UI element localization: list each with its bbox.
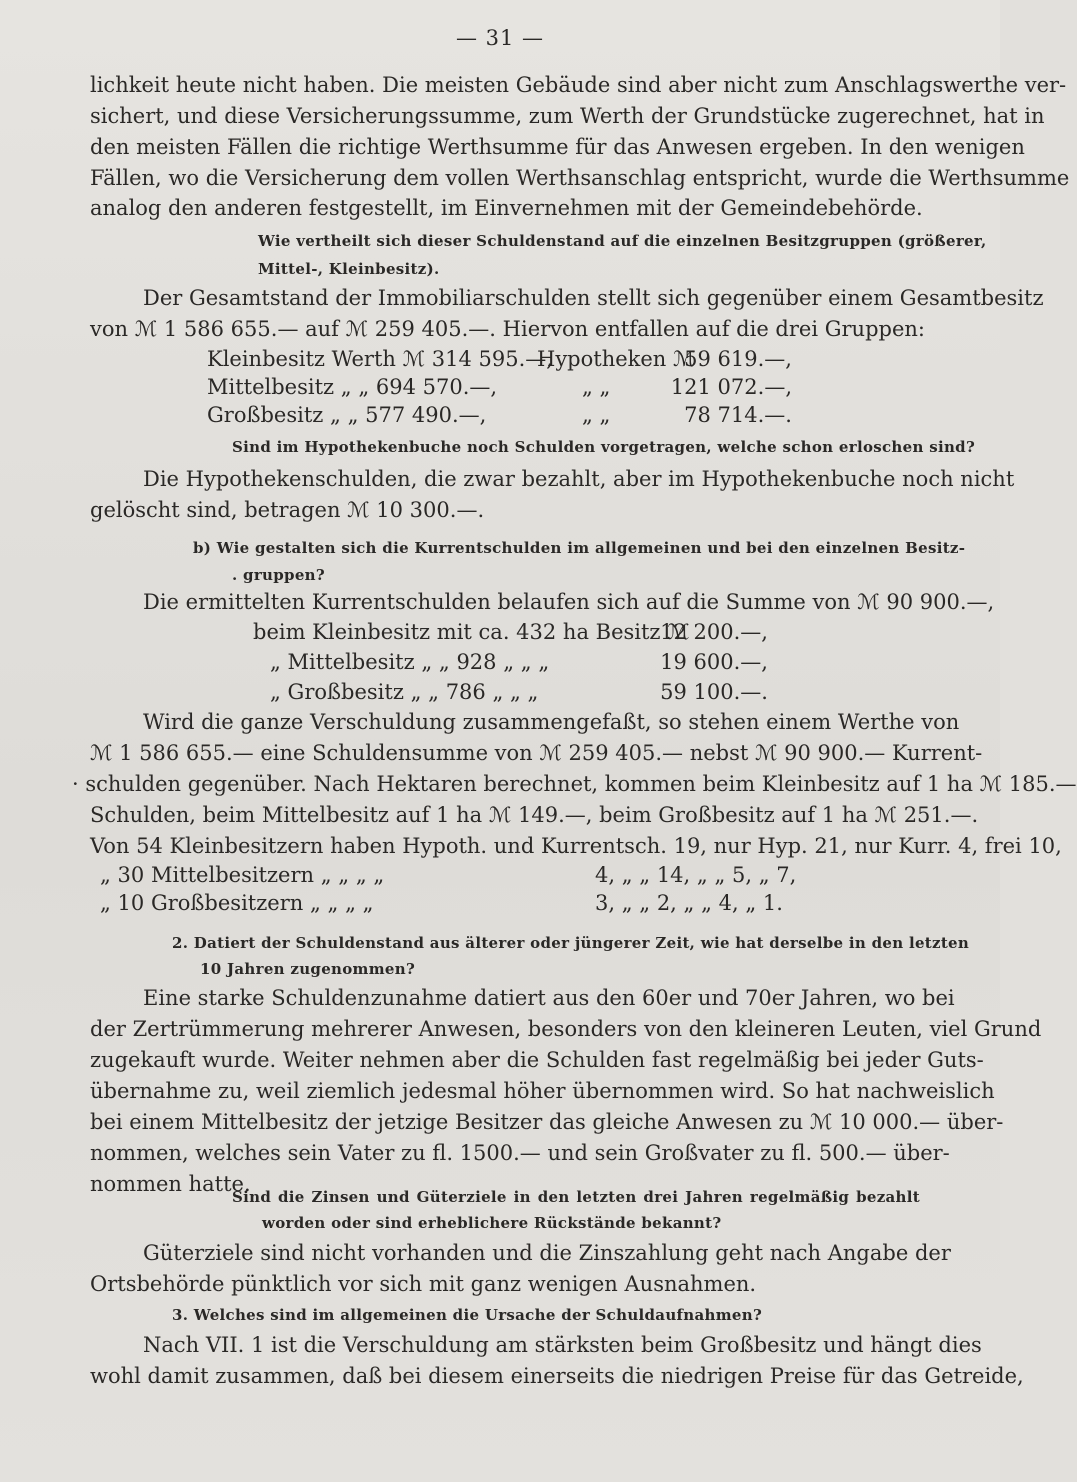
groups-row-mortgage-label: „ „: [582, 375, 611, 399]
text-line: übernahme zu, weil ziemlich jedesmal höher übernommen wird. So hat nachweislich: [90, 1079, 995, 1103]
text-line: lichkeit heute nicht haben. Die meisten Gebäude sind aber nicht zum Anschlagswerthe ver-: [90, 73, 1067, 97]
text-line: Schulden, beim Mittelbesitz auf 1 ha ℳ 149.—, beim Großbesitz auf 1 ha ℳ 251.—.: [90, 803, 979, 827]
text-line: analog den anderen festgestellt, im Einvernehmen mit der Gemeindebehörde.: [90, 196, 923, 220]
text-line: Ortsbehörde pünktlich vor sich mit ganz wenigen Ausnahmen.: [90, 1272, 757, 1296]
groups-table-row: [207, 400, 797, 431]
section-question: b) Wie gestalten sich die Kurrentschulden im allgemeinen und bei den einzelnen Besitz-: [193, 539, 966, 557]
groups-row-label: Kleinbesitz Werth ℳ 314 595.—,: [207, 347, 553, 371]
text-line: den meisten Fällen die richtige Werthsumme für das Anwesen ergeben. In den wenigen: [90, 135, 1025, 159]
text-line: sichert, und diese Versicherungssumme, zum Werth der Grundstücke zugerechnet, hat in: [90, 104, 1045, 128]
text-line: Von 54 Kleinbesitzern haben Hypoth. und Kurrentsch. 19, nur Hyp. 21, nur Kurr. 4, frei 10,: [90, 834, 1062, 858]
holders-row-values: 4, „ „ 14, „ „ 5, „ 7,: [595, 863, 797, 887]
kurrent-row-value: 19 600.—,: [660, 650, 768, 674]
section-question: Sind im Hypothekenbuche noch Schulden vorgetragen, welche schon erloschen sind?: [232, 438, 976, 456]
text-line: zugekauft wurde. Weiter nehmen aber die Schulden fast regelmäßig bei jeder Guts-: [90, 1048, 984, 1072]
kurrent-row-label: „ Großbesitz „ „ 786 „ „ „: [270, 680, 539, 704]
section-question: worden oder sind erheblichere Rückstände bekannt?: [262, 1214, 722, 1232]
groups-row-label: Großbesitz „ „ 577 490.—,: [207, 403, 487, 427]
groups-table-row: [207, 372, 797, 403]
text-line: von ℳ 1 586 655.— auf ℳ 259 405.—. Hiervon entfallen auf die drei Gruppen:: [90, 317, 925, 341]
text-line: Die ermittelten Kurrentschulden belaufen sich auf die Summe von ℳ 90 900.—,: [143, 590, 995, 614]
page-number: — 31 —: [455, 26, 545, 50]
text-line: Wird die ganze Verschuldung zusammengefaßt, so stehen einem Werthe von: [143, 710, 960, 734]
groups-table-row: [207, 344, 797, 375]
holders-table-row: [100, 888, 920, 919]
kurrent-row-value: 12 200.—,: [660, 620, 768, 644]
holders-row-label: „ 10 Großbesitzern „ „ „ „: [100, 891, 374, 915]
text-line: nommen hatte.: [90, 1172, 251, 1196]
kurrent-table-row: [253, 617, 773, 648]
kurrent-table-row: [270, 677, 773, 708]
section-question: 10 Jahren zugenommen?: [200, 960, 416, 978]
groups-row-mortgage-value: 121 072.—,: [670, 375, 792, 399]
groups-row-label: Mittelbesitz „ „ 694 570.—,: [207, 375, 498, 399]
holders-table-row: [100, 860, 920, 891]
text-line: der Zertrümmerung mehrerer Anwesen, besonders von den kleineren Leuten, viel Grund: [90, 1017, 1042, 1041]
text-line: Der Gesamtstand der Immobiliarschulden stellt sich gegenüber einem Gesamtbesitz: [143, 286, 1044, 310]
holders-row-label: „ 30 Mittelbesitzern „ „ „ „: [100, 863, 385, 887]
kurrent-row-value: 59 100.—.: [660, 680, 768, 704]
text-line: Nach VII. 1 ist die Verschuldung am stärksten beim Großbesitz und hängt dies: [143, 1333, 982, 1357]
holders-row-values: 3, „ „ 2, „ „ 4, „ 1.: [595, 891, 783, 915]
text-line: bei einem Mittelbesitz der jetzige Besitzer das gleiche Anwesen zu ℳ 10 000.— über-: [90, 1110, 1004, 1134]
kurrent-row-label: beim Kleinbesitz mit ca. 432 ha Besitz ℳ: [253, 620, 690, 644]
section-question: Sind die Zinsen und Güterziele in den letzten drei Jahren regelmäßig bezahlt: [232, 1188, 920, 1206]
text-line: nommen, welches sein Vater zu fl. 1500.— und sein Großvater zu fl. 500.— über-: [90, 1141, 950, 1165]
groups-row-mortgage-value: 78 714.—.: [684, 403, 792, 427]
groups-row-mortgage-label: „ „: [582, 403, 611, 427]
section-question: Wie vertheilt sich dieser Schuldenstand auf die einzelnen Besitzgruppen (größerer,: [258, 232, 987, 250]
text-line: wohl damit zusammen, daß bei diesem einerseits die niedrigen Preise für das Getreide,: [90, 1364, 1024, 1388]
text-line: Güterziele sind nicht vorhanden und die Zinszahlung geht nach Angabe der: [143, 1241, 951, 1265]
section-question: 3. Welches sind im allgemeinen die Ursache der Schuldaufnahmen?: [172, 1306, 763, 1324]
text-line: ℳ 1 586 655.— eine Schuldensumme von ℳ 259 405.— nebst ℳ 90 900.— Kurrent-: [90, 741, 983, 765]
text-line: Die Hypothekenschulden, die zwar bezahlt, aber im Hypothekenbuche noch nicht: [143, 467, 1015, 491]
section-question: 2. Datiert der Schuldenstand aus älterer oder jüngerer Zeit, wie hat derselbe in den letzten: [172, 934, 970, 952]
section-question: . gruppen?: [232, 566, 325, 584]
groups-row-mortgage-label: Hypotheken ℳ: [537, 347, 696, 371]
text-line: Fällen, wo die Versicherung dem vollen Werthsanschlag entspricht, wurde die Werthsumme: [90, 166, 1070, 190]
kurrent-table-row: [270, 647, 773, 678]
kurrent-row-label: „ Mittelbesitz „ „ 928 „ „ „: [270, 650, 550, 674]
text-line: · schulden gegenüber. Nach Hektaren berechnet, kommen beim Kleinbesitz auf 1 ha ℳ 185.—: [72, 772, 1077, 796]
text-line: Eine starke Schuldenzunahme datiert aus den 60er und 70er Jahren, wo bei: [143, 986, 955, 1010]
groups-row-mortgage-value: 59 619.—,: [684, 347, 792, 371]
section-question: Mittel-, Kleinbesitz).: [258, 260, 440, 278]
text-line: gelöscht sind, betragen ℳ 10 300.—.: [90, 498, 485, 522]
